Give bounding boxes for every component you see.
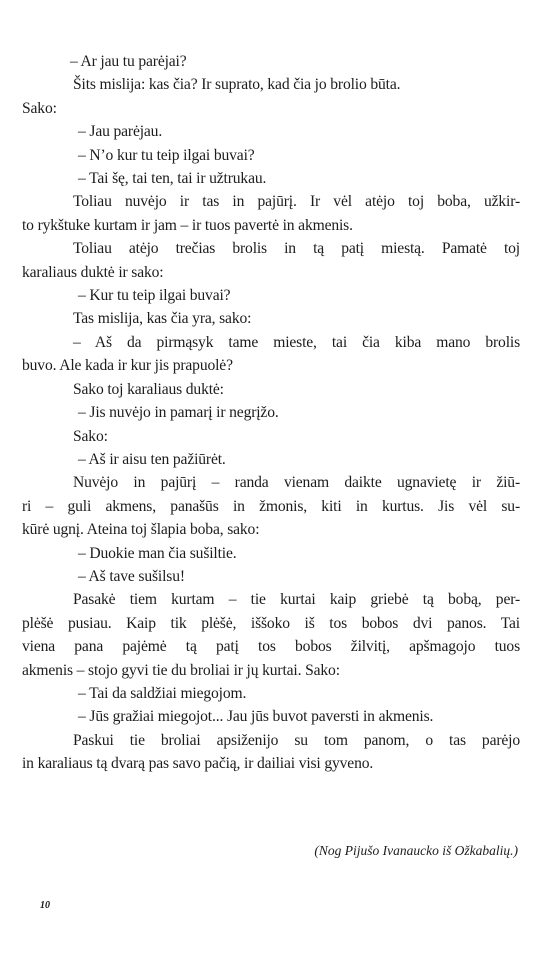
text-line: Tas mislija, kas čia yra, sako: [73, 310, 252, 328]
text-line: Sako: [73, 427, 108, 445]
text-line: Sako toj karaliaus duktė: [73, 380, 224, 398]
text-line: – Kur tu teip ilgai buvai? [78, 287, 231, 305]
text-line: – Jūs gražiai miegojot... Jau jūs buvot paversti in akmenis. [78, 708, 434, 726]
page-number: 10 [40, 900, 50, 911]
text-line: – Aš ir aisu ten pažiūrėt. [78, 450, 226, 468]
text-line: Pasakė tiem kurtam – tie kurtai kaip griebė tą bobą, per- [73, 591, 520, 609]
text-line: Nuvėjo in pajūrį – randa vienam daikte ugnavietę ir žiū- [73, 474, 520, 492]
text-line: Toliau atėjo trečias brolis in tą patį miestą. Pamatė toj [73, 240, 520, 258]
text-line: viena pana pajėmė tą patį tos bobos žilvitį, apšmagojo tuos [22, 638, 520, 656]
text-line: – Tai šę, tai ten, tai ir užtrukau. [78, 170, 267, 188]
text-line: ri – guli akmens, panašūs in žmonis, kiti in kurtus. Jis vėl su- [22, 497, 520, 515]
text-line: akmenis – stojo gyvi tie du broliai ir jų kurtai. Sako: [22, 661, 340, 679]
text-line: buvo. Ale kada ir kur jis prapuolė? [22, 357, 233, 375]
text-line: – Tai da saldžiai miegojom. [78, 684, 247, 702]
text-line: – Ar jau tu parėjai? [70, 53, 187, 70]
text-line: Toliau nuvėjo ir tas in pajūrį. Ir vėl atėjo toj boba, užkir- [73, 193, 520, 211]
text-line: – Aš da pirmąsyk tame mieste, tai čia kiba mano brolis [73, 333, 520, 351]
text-line: – N’o kur tu teip ilgai buvai? [78, 146, 255, 164]
text-line: in karaliaus tą dvarą pas savo pačią, ir dailiai visi gyveno. [22, 755, 374, 773]
text-line: Paskui tie broliai apsiženijo su tom panom, o tas parėjo [73, 731, 520, 749]
text-line: – Aš tave sušilsu! [78, 567, 185, 585]
text-line: to rykštuke kurtam ir jam – ir tuos pavertė in akmenis. [22, 216, 353, 234]
story-text [22, 50, 520, 776]
text-line: Sako: [22, 99, 57, 117]
source-attribution: (Nog Pijušo Ivanaucko iš Ožkabalių.) [314, 843, 518, 858]
text-line: – Jis nuvėjo in pamarį ir negrįžo. [78, 404, 279, 422]
text-line: Šits mislija: kas čia? Ir suprato, kad čia jo brolio būta. [73, 76, 401, 94]
text-line: – Duokie man čia sušiltie. [78, 544, 237, 562]
text-line: plėšė pusiau. Kaip tik plėšė, iššoko iš tos bobos dvi panos. Tai [22, 614, 520, 632]
text-line: kūrė ugnį. Ateina toj šlapia boba, sako: [22, 521, 260, 539]
text-line: – Jau parėjau. [78, 123, 163, 141]
text-line: karaliaus duktė ir sako: [22, 263, 164, 281]
